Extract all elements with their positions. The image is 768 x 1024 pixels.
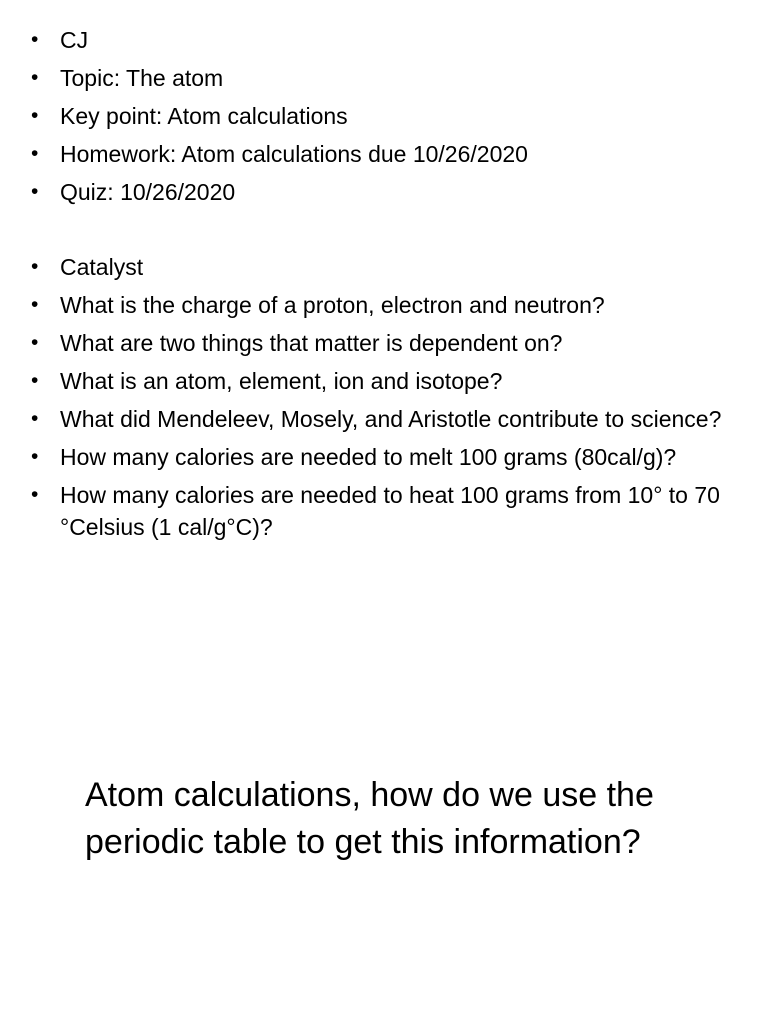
catalyst-item-label: Catalyst <box>60 254 144 280</box>
list-item <box>0 289 768 321</box>
list-item <box>0 403 768 435</box>
list-item <box>0 327 768 359</box>
catalyst-list <box>0 251 768 549</box>
slide-title: Atom calculations, how do we use the periodic table to get this information? <box>85 776 654 861</box>
agenda-item-label: Quiz: 10/26/2020 <box>60 179 236 205</box>
catalyst-item-label: What is the charge of a proton, electron and neutron? <box>60 292 605 318</box>
list-item <box>0 176 768 208</box>
catalyst-item-label: What is an atom, element, ion and isotope? <box>60 368 503 394</box>
list-item <box>0 365 768 397</box>
catalyst-item-label: What are two things that matter is dependent on? <box>60 330 563 356</box>
catalyst-item-label: What did Mendeleev, Mosely, and Aristotle contribute to science? <box>60 406 722 432</box>
bullet-icon: • <box>31 255 39 278</box>
agenda-item-label: Homework: Atom calculations due 10/26/2020 <box>60 141 528 167</box>
bullet-icon: • <box>31 142 39 165</box>
bullet-icon: • <box>31 28 39 51</box>
bullet-icon: • <box>31 483 39 506</box>
list-item <box>0 24 768 56</box>
agenda-item-label: Key point: Atom calculations <box>60 103 348 129</box>
catalyst-item-label: How many calories are needed to heat 100 grams from 10° to 70 °Celsius (1 cal/g°C)? <box>60 482 720 540</box>
bullet-icon: • <box>31 369 39 392</box>
catalyst-item-label: How many calories are needed to melt 100 grams (80cal/g)? <box>60 444 677 470</box>
list-item <box>0 62 768 94</box>
bullet-icon: • <box>31 445 39 468</box>
list-item <box>0 138 768 170</box>
list-item <box>0 441 768 473</box>
list-item <box>0 479 768 543</box>
bullet-icon: • <box>31 66 39 89</box>
list-item <box>0 251 768 283</box>
agenda-item-label: Topic: The atom <box>60 65 224 91</box>
agenda-list <box>0 24 768 214</box>
bullet-icon: • <box>31 293 39 316</box>
bullet-icon: • <box>31 331 39 354</box>
agenda-item-label: CJ <box>60 27 89 53</box>
bullet-icon: • <box>31 180 39 203</box>
bullet-icon: • <box>31 104 39 127</box>
list-item <box>0 100 768 132</box>
bullet-icon: • <box>31 407 39 430</box>
